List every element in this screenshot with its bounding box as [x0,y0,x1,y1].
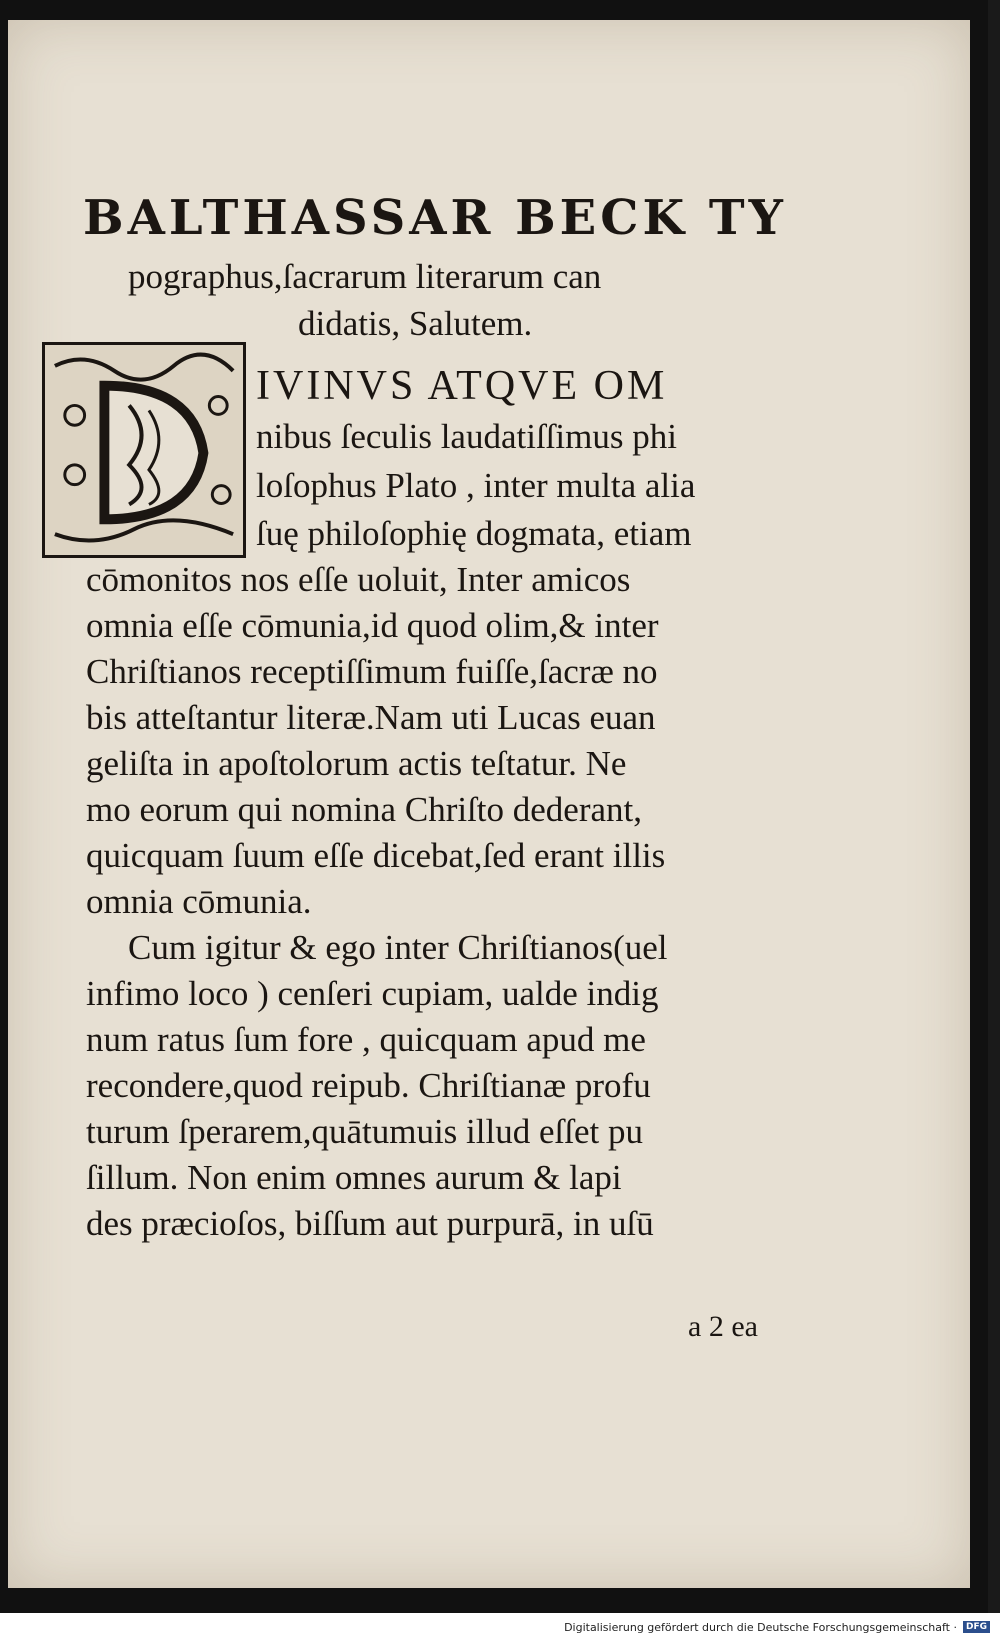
body-line-2: nibus ſeculis laudatiſſimus phi [256,417,677,456]
body-line-18: ſillum. Non enim omnes aurum & lapi [86,1158,622,1197]
body-line-12: omnia cōmunia. [86,882,312,921]
initial-d-drawing [45,345,243,555]
body-line-17: turum ſperarem,quātumuis illud eſſet pu [86,1112,643,1151]
body-line-13: Cum igitur & ego inter Chriſtianos(uel [128,928,668,967]
footer-bar [0,1613,1000,1641]
body-line-16: recondere,quod reipub. Chriſtianæ profu [86,1066,651,1105]
body-line-4: ſuę philoſophię dogmata, etiam [256,514,692,553]
book-page [8,20,970,1588]
title-line-1: BALTHASSAR BECK TY [83,190,787,246]
footer-credit: Digitalisierung gefördert durch die Deutsche Forschungsgemeinschaft · [564,1620,957,1634]
body-line-19: des præcioſos, biſſum aut purpurā, in uſū [86,1204,654,1243]
body-line-11: quicquam ſuum eſſe dicebat,ſed erant illis [86,836,666,875]
body-line-15: num ratus ſum fore , quicquam apud me [86,1020,646,1059]
body-line-10: mo eorum qui nomina Chriſto dederant, [86,790,643,829]
signature-mark: a 2 ea [688,1310,758,1343]
body-line-8: bis atteſtantur literæ.Nam uti Lucas euan [86,698,656,737]
body-line-14: infimo loco ) cenſeri cupiam, ualde indig [86,974,659,1013]
body-line-5: cōmonitos nos eſſe uoluit, Inter amicos [86,560,631,599]
title-line-2: pographus,ſacrarum literarum can [128,257,602,296]
dfg-logo-icon: DFG [963,1621,990,1633]
title-line-3: didatis, Salutem. [298,304,533,343]
body-line-3: loſophus Plato , inter multa alia [256,466,696,505]
body-line-6: omnia eſſe cōmunia,id quod olim,& inter [86,606,659,645]
book-edge [988,0,1000,1641]
body-line-9: geliſta in apoſtolorum actis teſtatur. Ne [86,744,627,783]
body-line-1: IVINVS ATQVE OM [256,363,668,409]
decorated-initial-D-icon [42,342,246,558]
body-line-7: Chriſtianos receptiſſimum fuiſſe,ſacræ no [86,652,658,691]
